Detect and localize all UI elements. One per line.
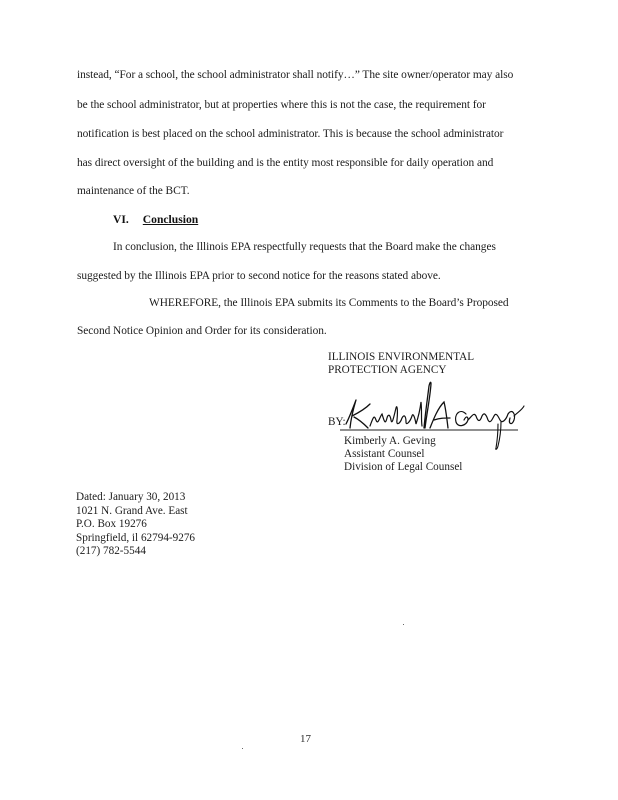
conclusion-line: suggested by the Illinois EPA prior to second notice for the reasons stated above. [77, 270, 441, 282]
wherefore-line: Second Notice Opinion and Order for its consideration. [77, 325, 327, 337]
wherefore-line: WHEREFORE, the Illinois EPA submits its Comments to the Board’s Proposed [149, 297, 509, 309]
signatory-block [344, 435, 462, 474]
signatory-name: Kimberly A. Geving [344, 435, 436, 447]
paragraph-line: maintenance of the BCT. [77, 185, 190, 197]
conclusion-line: In conclusion, the Illinois EPA respectfully requests that the Board make the changes [113, 241, 496, 253]
signatory-division: Division of Legal Counsel [344, 461, 463, 473]
po-box-line: P.O. Box 19276 [76, 518, 147, 530]
dated-line: Dated: January 30, 2013 [76, 491, 186, 503]
page-number: 17 [300, 733, 311, 745]
address-block [76, 491, 195, 559]
paragraph-line: be the school administrator, but at properties where this is not the case, the requirement for [77, 99, 486, 111]
section-title: Conclusion [142, 213, 199, 226]
paragraph-line: has direct oversight of the building and is the entity most responsible for daily operation and [77, 157, 494, 169]
by-label: BY: [328, 416, 346, 428]
agency-block [328, 351, 474, 377]
scan-speck [242, 748, 243, 749]
paragraph-line: instead, “For a school, the school administrator shall notify…” The site owner/operator may also [77, 69, 514, 81]
agency-line-1: ILLINOIS ENVIRONMENTAL [328, 351, 475, 363]
city-line: Springfield, il 62794-9276 [76, 531, 196, 544]
street-line: 1021 N. Grand Ave. East [76, 504, 188, 517]
section-number: VI. [113, 213, 129, 226]
scan-speck [403, 624, 404, 625]
signatory-title: Assistant Counsel [344, 448, 425, 460]
phone-line: (217) 782-5544 [76, 545, 146, 557]
paragraph-line: notification is best placed on the school administrator. This is because the school administrator [77, 128, 504, 140]
agency-line-2: PROTECTION AGENCY [328, 364, 447, 376]
section-heading [113, 213, 198, 226]
